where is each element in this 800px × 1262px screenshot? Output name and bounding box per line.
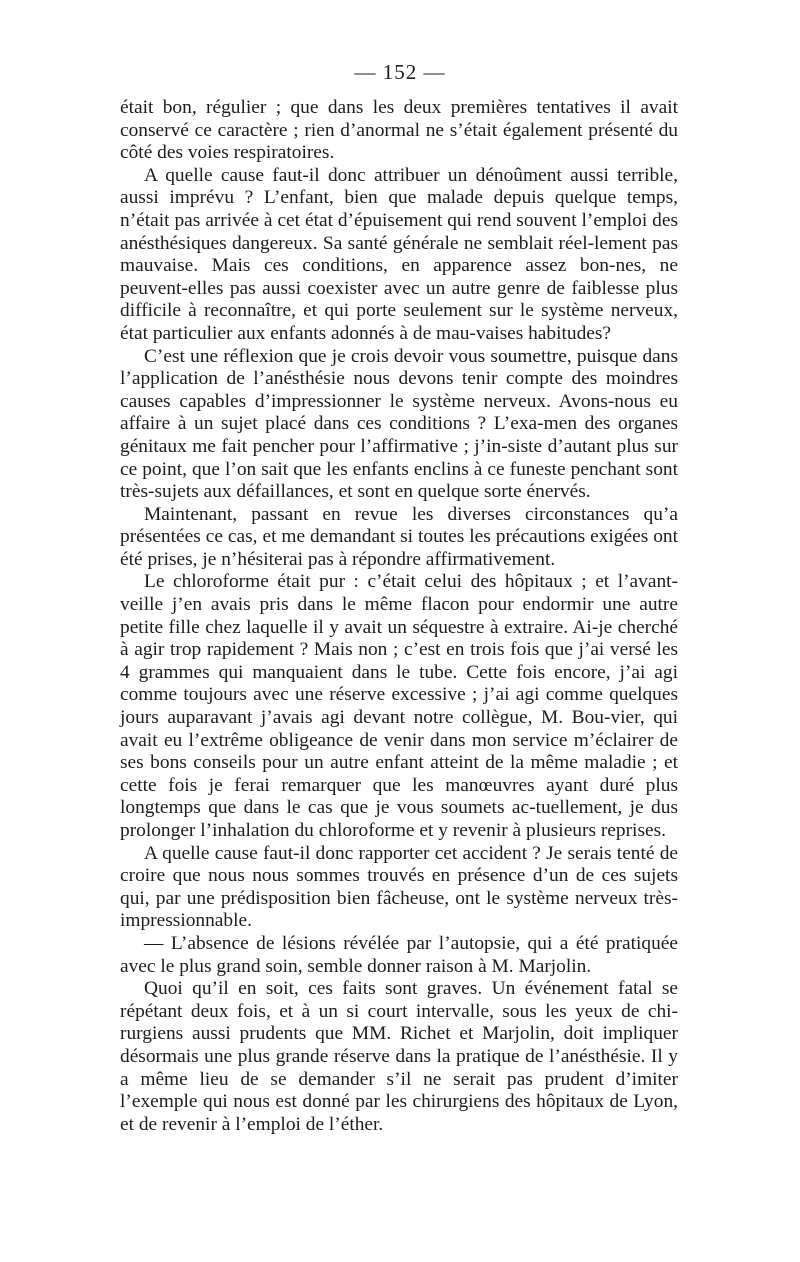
paragraph: Le chloroforme était pur : c’était celui des hôpitaux ; et l’avant-veille j’en avais pris dans le même flacon pour endormir une autre petite fille chez laquelle il y avait un séquestre à extraire. Ai-je cherché à agir trop rapidement ? Mais non ; c’est en trois fois que j’ai versé les 4 grammes qui manquaient dans le tube. Cette fois encore, j’ai agi comme toujours avec une réserve excessive ; j’ai agi comme quelques jours auparavant j’avais agi devant notre collègue, M. Bou-vier, qui avait eu l’extrême obligeance de venir dans mon service m’éclairer de ses bons conseils pour un autre enfant atteint de la même maladie ; et cette fois je ferai remarquer que les manœuvres ayant duré plus longtemps que dans le cas que je vous soumets ac-tuellement, je dus prolonger l’inhalation du chloroforme et y revenir à plusieurs reprises.	[120, 571, 678, 841]
paragraph: Quoi qu’il en soit, ces faits sont graves. Un événement fatal se répétant deux fois, et à un si court intervalle, sous les yeux de chi-rurgiens aussi prudents que MM. Richet et Marjolin, doit impliquer désormais une plus grande réserve dans la pratique de l’anésthésie. Il y a même lieu de se demander s’il ne serait pas prudent d’imiter l’exemple qui nous est donné par les chirurgiens des hôpitaux de Lyon, et de revenir à l’emploi de l’éther.	[120, 978, 678, 1135]
paragraph: Maintenant, passant en revue les diverses circonstances qu’a présentées ce cas, et me demandant si toutes les précautions exigées ont été prises, je n’hésiterai pas à répondre affirmativement.	[120, 503, 678, 570]
paragraph: C’est une réflexion que je crois devoir vous soumettre, puisque dans l’application de l’anésthésie nous devons tenir compte des moindres causes capables d’impressionner le système nerveux. Avons-nous eu affaire à un sujet placé dans ces conditions ? L’exa-men des organes génitaux me fait pencher pour l’affirmative ; j’in-siste d’autant plus sur ce point, que l’on sait que les enfants enclins à ce funeste penchant sont très-sujets aux défaillances, et sont en quelque sorte énervés.	[120, 345, 678, 503]
body-text	[120, 97, 678, 1136]
paragraph: — L’absence de lésions révélée par l’autopsie, qui a été pratiquée avec le plus grand soin, semble donner raison à M. Marjolin.	[120, 932, 678, 977]
paragraph: A quelle cause faut-il donc attribuer un dénoûment aussi terrible, aussi imprévu ? L’enfant, bien que malade depuis quelque temps, n’était pas arrivée à cet état d’épuisement qui rend souvent l’emploi des anésthésiques dangereux. Sa santé générale ne semblait réel-lement pas mauvaise. Mais ces conditions, en apparence assez bon-nes, ne peuvent-elles pas aussi coexister avec un autre genre de faiblesse plus difficile à reconnaître, et qui porte seulement sur le système nerveux, état particulier aux enfants adonnés à de mau-vaises habitudes?	[120, 164, 678, 344]
paragraph: A quelle cause faut-il donc rapporter cet accident ? Je serais tenté de croire que nous nous sommes trouvés en présence d’un de ces sujets qui, par une prédisposition bien fâcheuse, ont le système nerveux très-impressionnable.	[120, 842, 678, 932]
page-number: — 152 —	[354, 60, 446, 84]
paragraph: était bon, régulier ; que dans les deux premières tentatives il avait conservé ce caractère ; rien d’anormal ne s’était également présenté du côté des voies respiratoires.	[120, 97, 678, 164]
